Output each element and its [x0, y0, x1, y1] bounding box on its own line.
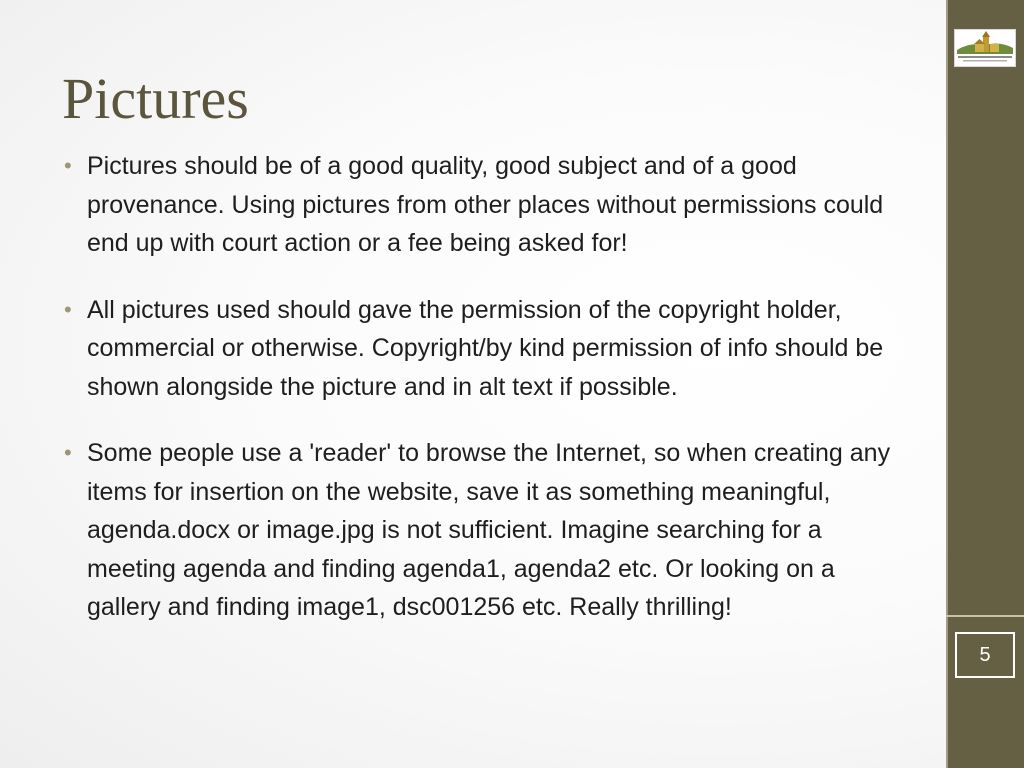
bullet-item — [62, 434, 907, 627]
bullet-dot-icon: • — [64, 296, 72, 322]
bullet-dot-icon: • — [64, 440, 72, 465]
bullet-list — [62, 147, 907, 655]
bullet-item — [62, 291, 907, 407]
slide-number: 5 — [955, 632, 1015, 678]
bullet-text: Pictures should be of a good quality, good subject and of a good provenance. Using pictures from other places without permissions could end up with court action or a fee being asked for! — [87, 152, 884, 257]
sidebar-divider — [946, 615, 1024, 617]
bullet-dot-icon: • — [64, 153, 72, 178]
village-church-logo-icon — [954, 29, 1016, 67]
bullet-text: All pictures used should gave the permission of the copyright holder, commercial or otherwise. Copyright/by kind permission of info should be shown alongside the picture and in alt text if possible. — [87, 295, 884, 401]
bullet-text: Some people use a 'reader' to browse the Internet, so when creating any items for insertion on the website, save it as something meaningful, agenda.docx or image.jpg is not sufficient. Imagine searching for a meeting agenda and finding agenda1, agenda2 etc. Or looking on a gallery and finding image1, dsc001256 etc. Really thrilling! — [87, 439, 891, 621]
bullet-item — [62, 147, 907, 263]
slide-title: Pictures — [62, 66, 249, 131]
